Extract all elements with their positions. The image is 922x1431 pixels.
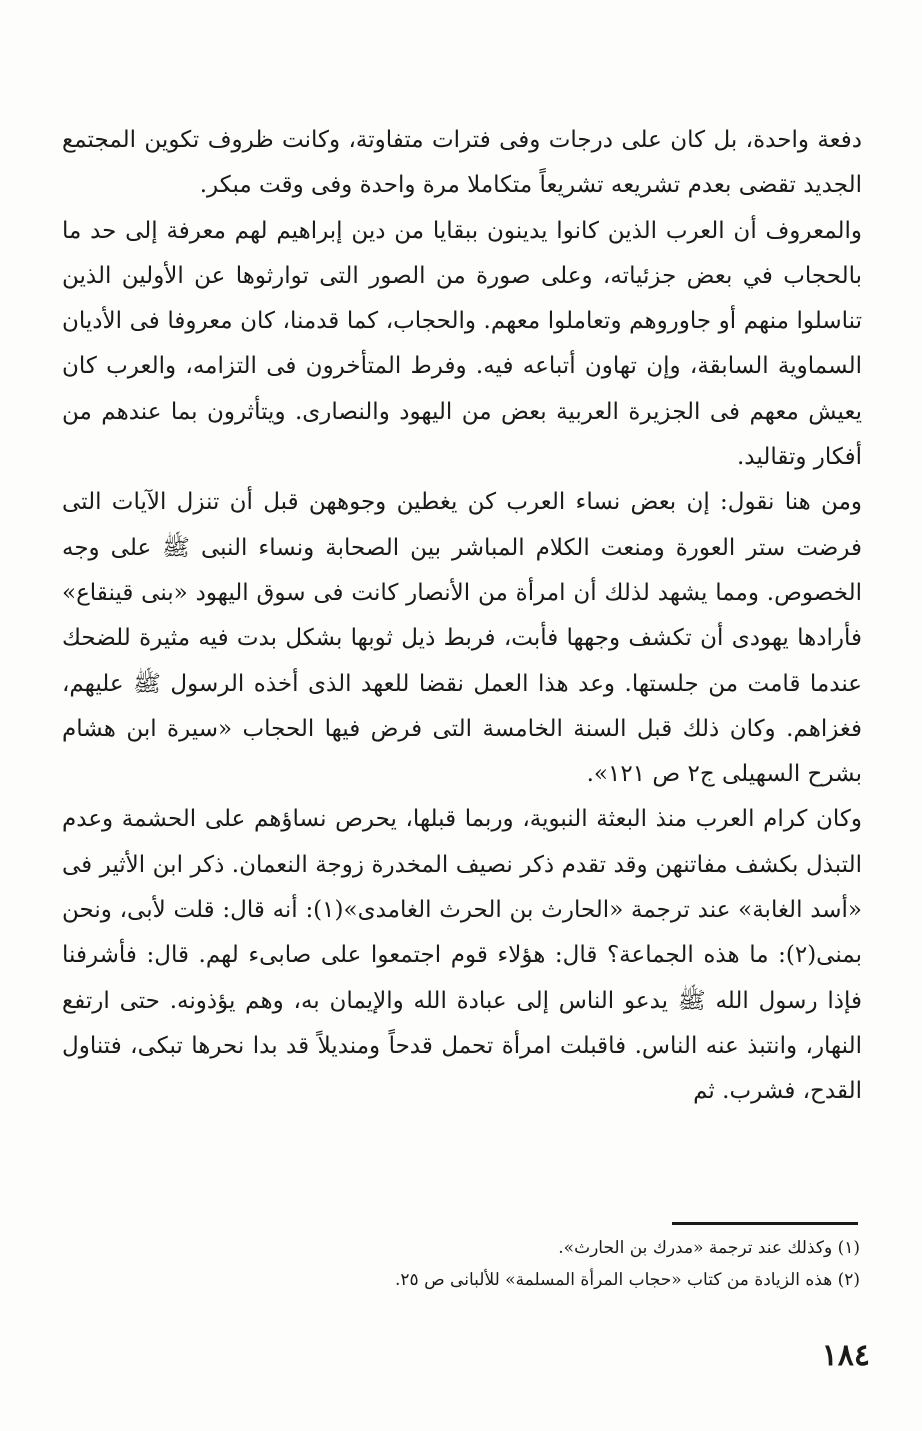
page-number: ١٨٤ [821, 1338, 870, 1373]
footnote-1: (١) وكذلك عند ترجمة «مدرك بن الحارث». [558, 1238, 860, 1258]
footnote-separator [672, 1222, 858, 1225]
footnote-2: (٢) هذه الزيادة من كتاب «حجاب المرأة المسلمة» للألبانى ص ٢٥. [395, 1270, 860, 1290]
paragraph-4: وكان كرام العرب منذ البعثة النبوية، وربما قبلها، يحرص نساؤهم على الحشمة وعدم التبذل بكشف مفاتنهن وقد تقدم ذكر نصيف المخدرة زوجة النعمان. ذكر ابن الأثير فى «أسد الغابة» عند ترجمة «الحارث بن الحرث الغامدى»(١): أنه قال: قلت لأبى، ونحن بمنى(٢): ما هذه الجماعة؟ قال: هؤلاء قوم اجتمعوا على صابىء لهم. قال: فأشرفنا فإذا رسول الله ﷺ يدعو الناس إلى عبادة الله والإيمان به، وهم يؤذونه. حتى ارتفع النهار، وانتبذ عنه الناس. فاقبلت امرأة تحمل قدحاً ومنديلاً قد بدا نحرها تبكى، فتناول القدح، فشرب. ثم [62, 806, 863, 1105]
paragraph-3: ومن هنا نقول: إن بعض نساء العرب كن يغطين وجوههن قبل أن تنزل الآيات التى فرضت ستر العورة ومنعت الكلام المباشر بين الصحابة ونساء النبى ﷺ على وجه الخصوص. ومما يشهد لذلك أن امرأة من الأنصار كانت فى سوق اليهود «بنى قينقاع» فأرادها يهودى أن تكشف وجهها فأبت، فربط ذيل ثوبها بشكل بدت فيه مثيرة للضحك عندما قامت من جلستها. وعد هذا العمل نقضا للعهد الذى أخذه الرسول ﷺ عليهم، فغزاهم. وكان ذلك قبل السنة الخامسة التى فرض فيها الحجاب «سيرة ابن هشام بشرح السهيلى ج٢ ص ١٢١». [62, 489, 862, 788]
paragraph-2: والمعروف أن العرب الذين كانوا يدينون ببقايا من دين إبراهيم لهم معرفة إلى حد ما بالحجاب في بعض جزئياته، وعلى صورة من الصور التى توارثوها عن الأولين الذين تناسلوا منهم أو جاوروهم وتعاملوا معهم. والحجاب، كما قدمنا، كان معروفا فى الأديان السماوية السابقة، وإن تهاون أتباعه فيه. وفرط المتأخرون فى التزامه، والعرب كان يعيش معهم فى الجزيرة العربية بعض من اليهود والنصارى. ويتأثرون بما عندهم من أفكار وتقاليد. [62, 217, 862, 471]
paragraph-1: دفعة واحدة، بل كان على درجات وفى فترات متفاوتة، وكانت ظروف تكوين المجتمع الجديد تقضى بعدم تشريعه تشريعاً متكاملا مرة واحدة وفى وقت مبكر. [62, 127, 862, 199]
footnotes [200, 1232, 860, 1296]
main-text [62, 118, 862, 1115]
